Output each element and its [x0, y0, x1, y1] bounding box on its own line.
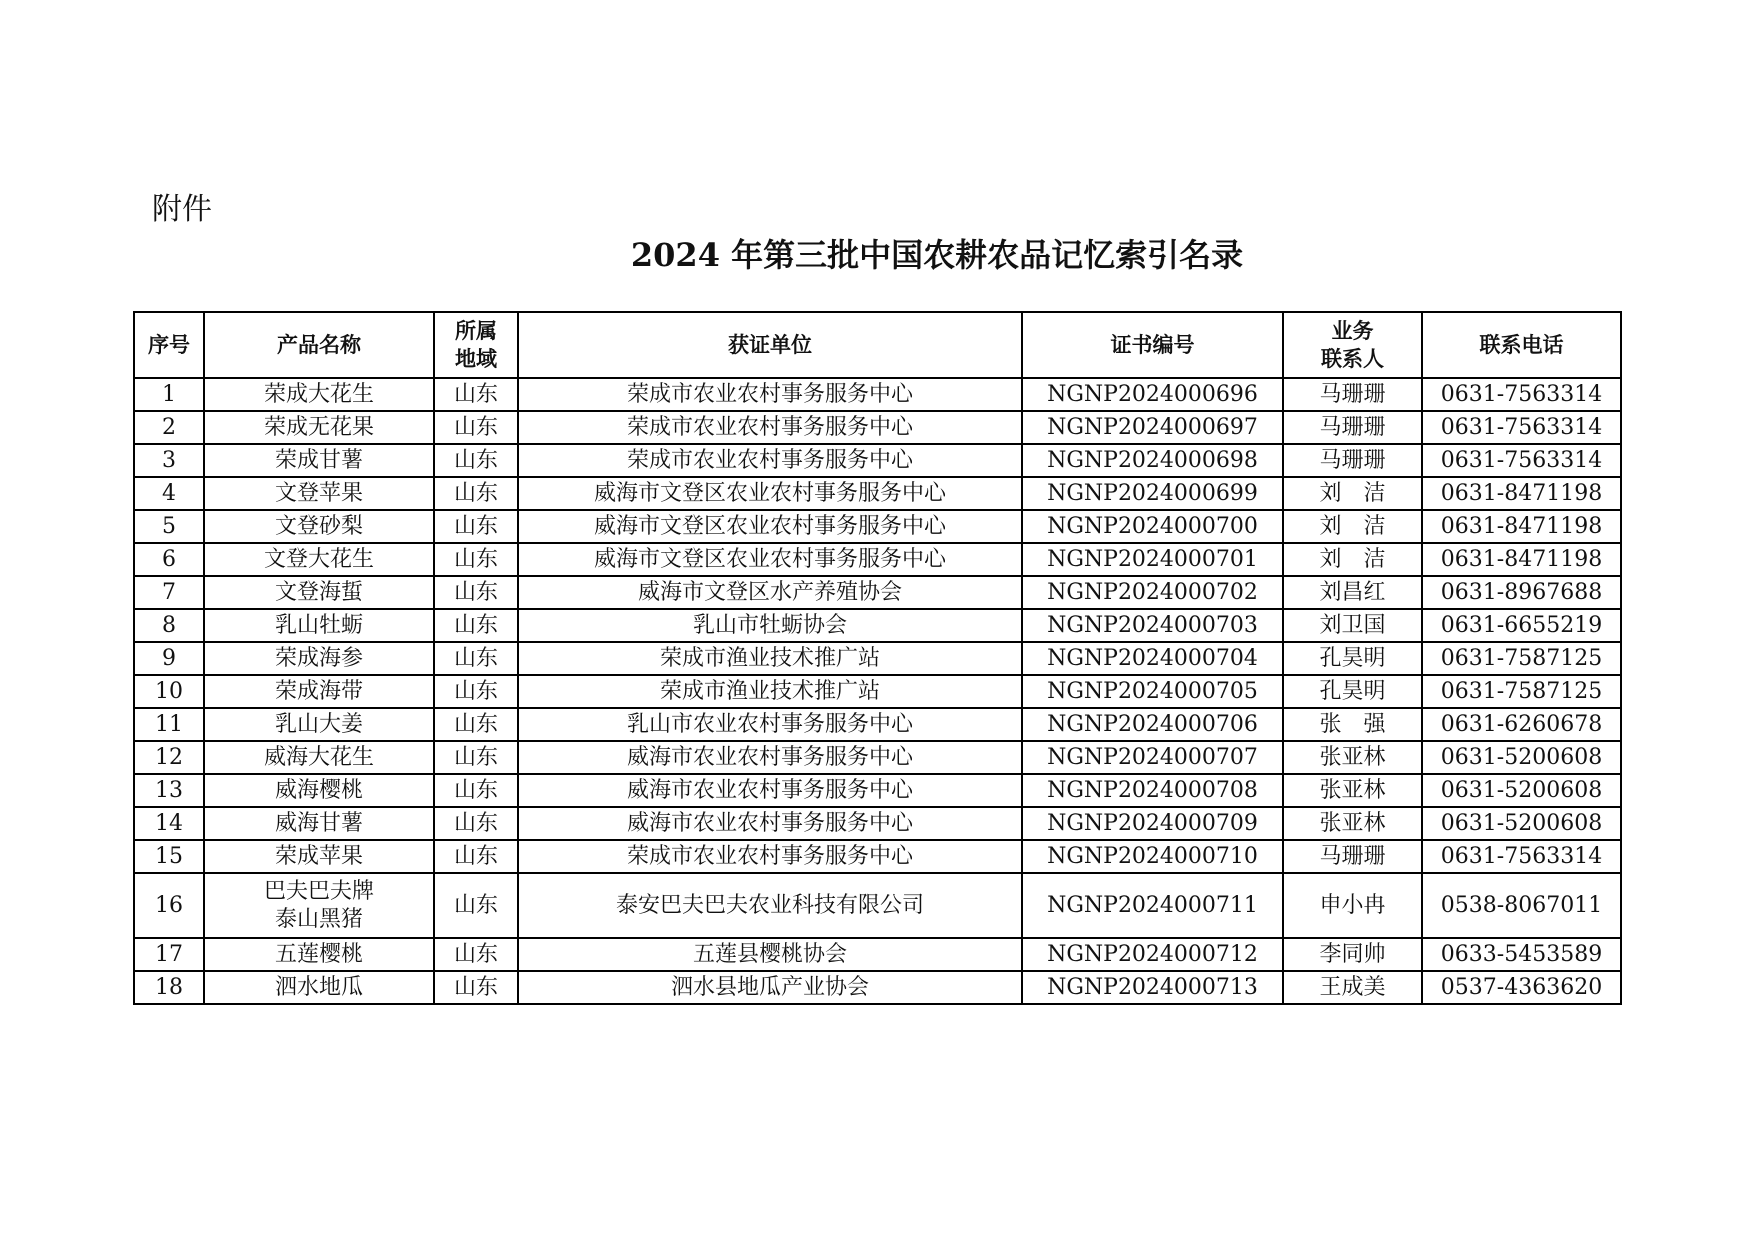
cell-cert: NGNP2024000700 [1022, 510, 1283, 543]
cell-contact: 张亚林 [1283, 807, 1422, 840]
cell-phone: 0631-6655219 [1422, 609, 1621, 642]
cell-phone: 0631-5200608 [1422, 741, 1621, 774]
cell-contact: 张 强 [1283, 708, 1422, 741]
table-body [134, 378, 1621, 1004]
cell-product-line1: 文登海蜇 [274, 579, 363, 605]
cell-region: 山东 [434, 873, 518, 938]
cell-no: 14 [134, 807, 204, 840]
cell-no: 4 [134, 477, 204, 510]
cell-cert: NGNP2024000707 [1022, 741, 1283, 774]
cell-unit: 泰安巴夫巴夫农业科技有限公司 [518, 873, 1022, 938]
table-row [134, 708, 1621, 741]
header-no: 序号 [134, 312, 204, 378]
cell-no: 2 [134, 411, 204, 444]
cell-unit: 荣成市农业农村事务服务中心 [518, 378, 1022, 411]
cell-phone: 0631-7587125 [1422, 642, 1621, 675]
cell-contact: 张亚林 [1283, 774, 1422, 807]
cell-cert: NGNP2024000698 [1022, 444, 1283, 477]
cell-no: 5 [134, 510, 204, 543]
cell-product [204, 609, 434, 642]
cell-product-line1: 文登砂梨 [274, 513, 363, 539]
cell-product-line1: 荣成海带 [274, 678, 363, 704]
cell-region: 山东 [434, 741, 518, 774]
cell-cert: NGNP2024000709 [1022, 807, 1283, 840]
cell-no: 13 [134, 774, 204, 807]
document-title: 2024 年第三批中国农耕农品记忆索引名录 [630, 236, 1244, 274]
cell-region: 山东 [434, 675, 518, 708]
cell-product-line1: 五莲樱桃 [274, 941, 363, 967]
cell-unit: 荣成市农业农村事务服务中心 [518, 444, 1022, 477]
table-row [134, 609, 1621, 642]
cell-unit: 泗水县地瓜产业协会 [518, 971, 1022, 1004]
cell-cert: NGNP2024000708 [1022, 774, 1283, 807]
cell-product [204, 411, 434, 444]
cell-phone: 0631-7563314 [1422, 444, 1621, 477]
cell-cert: NGNP2024000702 [1022, 576, 1283, 609]
cell-product [204, 642, 434, 675]
attachment-label: 附件 [152, 192, 212, 227]
cell-region: 山东 [434, 642, 518, 675]
cell-cert: NGNP2024000710 [1022, 840, 1283, 873]
cell-no: 16 [134, 873, 204, 938]
cell-contact: 马珊珊 [1283, 444, 1422, 477]
cell-phone: 0631-6260678 [1422, 708, 1621, 741]
cell-unit: 威海市文登区农业农村事务服务中心 [518, 543, 1022, 576]
cell-unit: 荣成市农业农村事务服务中心 [518, 840, 1022, 873]
table-row [134, 642, 1621, 675]
cell-unit: 荣成市渔业技术推广站 [518, 675, 1022, 708]
cell-cert: NGNP2024000713 [1022, 971, 1283, 1004]
cell-contact: 孔昊明 [1283, 675, 1422, 708]
header-region-line2: 地域 [455, 347, 497, 371]
cell-phone: 0633-5453589 [1422, 938, 1621, 971]
table-row [134, 543, 1621, 576]
cell-no: 1 [134, 378, 204, 411]
cell-product-line1: 威海甘薯 [274, 810, 363, 836]
cell-no: 18 [134, 971, 204, 1004]
cell-phone: 0631-7563314 [1422, 411, 1621, 444]
cell-contact: 马珊珊 [1283, 378, 1422, 411]
cell-phone: 0631-8471198 [1422, 543, 1621, 576]
cell-phone: 0631-8967688 [1422, 576, 1621, 609]
cell-contact: 刘 洁 [1283, 543, 1422, 576]
cell-no: 15 [134, 840, 204, 873]
cell-region: 山东 [434, 444, 518, 477]
cell-contact: 马珊珊 [1283, 840, 1422, 873]
cell-product-line1: 乳山牡蛎 [274, 612, 363, 638]
cell-phone: 0538-8067011 [1422, 873, 1621, 938]
cell-region: 山东 [434, 774, 518, 807]
cell-phone: 0631-5200608 [1422, 807, 1621, 840]
cell-product [204, 510, 434, 543]
cell-product-line1: 威海大花生 [263, 744, 374, 770]
cell-cert: NGNP2024000712 [1022, 938, 1283, 971]
cell-product [204, 576, 434, 609]
cell-unit: 威海市文登区农业农村事务服务中心 [518, 477, 1022, 510]
table-row [134, 675, 1621, 708]
cell-no: 12 [134, 741, 204, 774]
table-row [134, 477, 1621, 510]
cell-product [204, 741, 434, 774]
cell-cert: NGNP2024000705 [1022, 675, 1283, 708]
cell-cert: NGNP2024000704 [1022, 642, 1283, 675]
header-contact [1283, 312, 1422, 378]
cell-no: 9 [134, 642, 204, 675]
cell-region: 山东 [434, 708, 518, 741]
cell-unit: 乳山市农业农村事务服务中心 [518, 708, 1022, 741]
cell-product [204, 807, 434, 840]
cell-region: 山东 [434, 510, 518, 543]
cell-unit: 威海市文登区水产养殖协会 [518, 576, 1022, 609]
cell-unit: 荣成市渔业技术推广站 [518, 642, 1022, 675]
cell-contact: 刘 洁 [1283, 477, 1422, 510]
cell-phone: 0631-7563314 [1422, 378, 1621, 411]
cell-phone: 0631-7563314 [1422, 840, 1621, 873]
cell-contact: 张亚林 [1283, 741, 1422, 774]
header-cert: 证书编号 [1022, 312, 1283, 378]
cell-unit: 威海市农业农村事务服务中心 [518, 741, 1022, 774]
cell-unit: 威海市农业农村事务服务中心 [518, 774, 1022, 807]
cell-phone: 0631-5200608 [1422, 774, 1621, 807]
cell-cert: NGNP2024000706 [1022, 708, 1283, 741]
cell-product [204, 477, 434, 510]
header-phone: 联系电话 [1422, 312, 1621, 378]
cell-no: 11 [134, 708, 204, 741]
cell-product [204, 774, 434, 807]
header-unit: 获证单位 [518, 312, 1022, 378]
table-row [134, 411, 1621, 444]
header-region [434, 312, 518, 378]
cell-product-line2: 泰山黑猪 [274, 906, 363, 932]
cell-product [204, 873, 434, 938]
table-row [134, 971, 1621, 1004]
cell-phone: 0631-8471198 [1422, 510, 1621, 543]
cell-product [204, 675, 434, 708]
cell-product-line1: 泗水地瓜 [274, 974, 363, 1000]
cell-contact: 刘卫国 [1283, 609, 1422, 642]
table-row [134, 774, 1621, 807]
cell-cert: NGNP2024000699 [1022, 477, 1283, 510]
table-row [134, 873, 1621, 938]
roster-table [133, 311, 1622, 1005]
cell-no: 3 [134, 444, 204, 477]
header-product: 产品名称 [204, 312, 434, 378]
table-row [134, 510, 1621, 543]
table-row [134, 938, 1621, 971]
cell-product-line1: 荣成无花果 [263, 414, 374, 440]
cell-contact: 孔昊明 [1283, 642, 1422, 675]
cell-region: 山东 [434, 378, 518, 411]
table-row [134, 576, 1621, 609]
header-contact-line1: 业务 [1331, 319, 1374, 343]
cell-unit: 乳山市牡蛎协会 [518, 609, 1022, 642]
cell-phone: 0631-7587125 [1422, 675, 1621, 708]
header-contact-line2: 联系人 [1321, 347, 1384, 371]
header-row [134, 312, 1621, 378]
cell-region: 山东 [434, 971, 518, 1004]
cell-product [204, 543, 434, 576]
cell-region: 山东 [434, 477, 518, 510]
cell-no: 7 [134, 576, 204, 609]
cell-product [204, 938, 434, 971]
cell-cert: NGNP2024000701 [1022, 543, 1283, 576]
cell-region: 山东 [434, 807, 518, 840]
cell-product [204, 708, 434, 741]
cell-no: 8 [134, 609, 204, 642]
cell-contact: 王成美 [1283, 971, 1422, 1004]
table-header [134, 312, 1621, 378]
cell-product-line1: 荣成海参 [274, 645, 363, 671]
cell-region: 山东 [434, 411, 518, 444]
cell-product [204, 444, 434, 477]
table-row [134, 444, 1621, 477]
cell-product-line1: 威海樱桃 [274, 777, 363, 803]
cell-product-line1: 文登大花生 [263, 546, 374, 572]
cell-region: 山东 [434, 938, 518, 971]
cell-product-line1: 荣成大花生 [263, 381, 374, 407]
cell-product [204, 840, 434, 873]
cell-cert: NGNP2024000711 [1022, 873, 1283, 938]
cell-phone: 0631-8471198 [1422, 477, 1621, 510]
table-row [134, 840, 1621, 873]
table-row [134, 378, 1621, 411]
cell-region: 山东 [434, 576, 518, 609]
cell-contact: 李同帅 [1283, 938, 1422, 971]
cell-cert: NGNP2024000703 [1022, 609, 1283, 642]
cell-no: 10 [134, 675, 204, 708]
cell-contact: 马珊珊 [1283, 411, 1422, 444]
cell-product [204, 378, 434, 411]
table-row [134, 741, 1621, 774]
cell-unit: 威海市文登区农业农村事务服务中心 [518, 510, 1022, 543]
cell-product-line1: 荣成甘薯 [274, 447, 363, 473]
cell-product-line1: 荣成苹果 [274, 843, 363, 869]
table-row [134, 807, 1621, 840]
cell-unit: 威海市农业农村事务服务中心 [518, 807, 1022, 840]
cell-unit: 五莲县樱桃协会 [518, 938, 1022, 971]
cell-region: 山东 [434, 840, 518, 873]
cell-region: 山东 [434, 609, 518, 642]
cell-cert: NGNP2024000696 [1022, 378, 1283, 411]
cell-unit: 荣成市农业农村事务服务中心 [518, 411, 1022, 444]
cell-product-line1: 乳山大姜 [274, 711, 363, 737]
cell-phone: 0537-4363620 [1422, 971, 1621, 1004]
cell-contact: 申小冉 [1283, 873, 1422, 938]
cell-product [204, 971, 434, 1004]
cell-product-line1: 文登苹果 [274, 480, 363, 506]
cell-contact: 刘昌红 [1283, 576, 1422, 609]
cell-no: 6 [134, 543, 204, 576]
cell-product-line1: 巴夫巴夫牌 [263, 878, 374, 904]
cell-no: 17 [134, 938, 204, 971]
cell-cert: NGNP2024000697 [1022, 411, 1283, 444]
cell-contact: 刘 洁 [1283, 510, 1422, 543]
cell-region: 山东 [434, 543, 518, 576]
header-region-line1: 所属 [455, 319, 497, 343]
